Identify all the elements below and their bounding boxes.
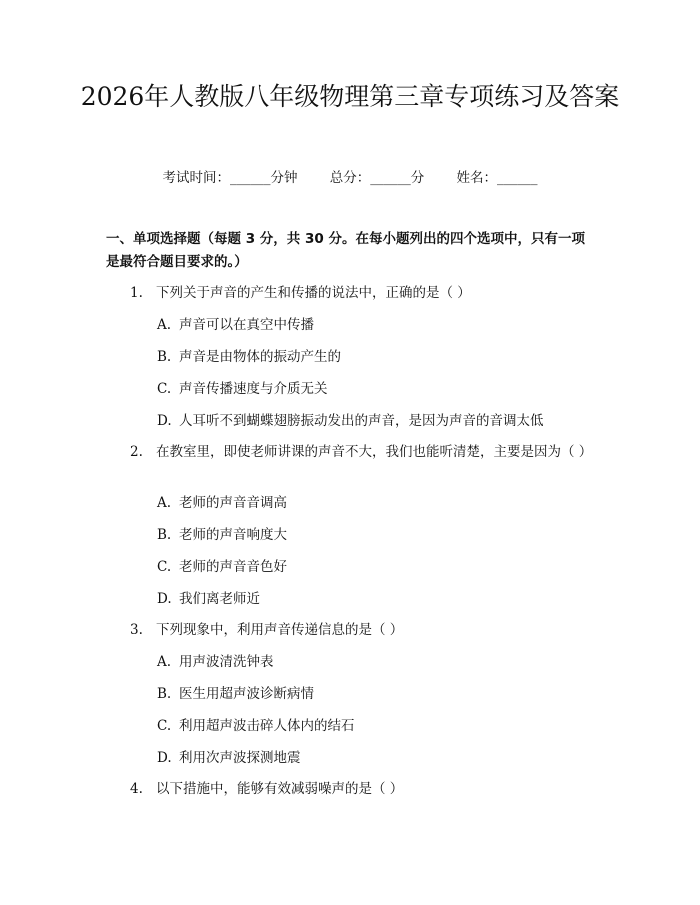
answer-option: [157, 378, 597, 401]
question-text: 以下措施中，能够有效减弱噪声的是（ ）: [156, 781, 404, 797]
answer-option: [157, 346, 597, 369]
question-number: 2.: [130, 444, 143, 460]
option-text: 老师的声音音色好: [179, 559, 287, 575]
answer-option: [157, 747, 597, 770]
option-letter: B.: [157, 349, 172, 365]
question-text: 下列关于声音的产生和传播的说法中，正确的是（ ）: [156, 285, 471, 301]
exam-time-field: [162, 168, 297, 188]
exam-time-label: 考试时间：: [162, 170, 230, 186]
question: [106, 778, 596, 801]
answer-option: [157, 410, 597, 433]
option-letter: B.: [157, 686, 172, 702]
question-number: 3.: [130, 622, 143, 638]
section-heading: 一、单项选择题（每题 3 分，共 30 分。在每小题列出的四个选项中，只有一项是最符合题目要求的。）: [106, 231, 585, 270]
question-number: 4.: [130, 781, 143, 797]
option-letter: A.: [157, 317, 172, 333]
option-text: 老师的声音音调高: [179, 495, 287, 511]
student-name-blank: ______: [497, 170, 538, 186]
total-score-label: 总分：: [329, 170, 371, 186]
answer-option: [157, 524, 597, 547]
option-letter: D.: [157, 413, 172, 429]
question-text: 下列现象中，利用声音传递信息的是（ ）: [156, 622, 404, 638]
option-letter: C.: [157, 718, 172, 734]
option-letter: B.: [157, 527, 172, 543]
exam-time-blank: ______: [229, 170, 271, 186]
total-score-unit: 分: [410, 170, 425, 186]
question: [106, 619, 596, 642]
answer-option: [157, 314, 597, 337]
option-letter: A.: [157, 654, 172, 670]
student-name-label: 姓名：: [456, 170, 498, 186]
question: [106, 282, 596, 305]
answer-option: [157, 556, 597, 579]
exam-time-unit: 分钟: [270, 170, 298, 186]
option-letter: D.: [157, 750, 172, 766]
answer-option: [157, 683, 597, 706]
total-score-field: [330, 168, 425, 188]
option-text: 用声波清洗钟表: [179, 654, 274, 670]
answer-option: [157, 588, 597, 611]
option-text: 人耳听不到蝴蝶翅膀振动发出的声音，是因为声音的音调太低: [179, 413, 544, 429]
exam-info-line: [0, 168, 700, 188]
answer-option: [157, 715, 597, 738]
answer-option: [157, 492, 597, 515]
option-letter: A.: [157, 495, 172, 511]
option-text: 声音传播速度与介质无关: [179, 381, 328, 397]
option-letter: C.: [157, 559, 172, 575]
total-score-blank: ______: [370, 170, 411, 186]
option-letter: D.: [157, 591, 172, 607]
question-number: 1.: [130, 285, 143, 301]
answer-option: [157, 651, 597, 674]
option-text: 老师的声音响度大: [179, 527, 287, 543]
question-text: 在教室里，即使老师讲课的声音不大，我们也能听清楚，主要是因为（ ）: [156, 444, 593, 460]
option-text: 我们离老师近: [179, 591, 260, 607]
student-name-field: [457, 168, 538, 188]
option-text: 医生用超声波诊断病情: [179, 686, 314, 702]
option-text: 利用次声波探测地震: [179, 750, 301, 766]
option-text: 声音是由物体的振动产生的: [179, 349, 341, 365]
question: [106, 441, 596, 464]
page-title: 2026年人教版八年级物理第三章专项练习及答案: [80, 82, 620, 111]
option-letter: C.: [157, 381, 172, 397]
option-text: 声音可以在真空中传播: [179, 317, 314, 333]
option-text: 利用超声波击碎人体内的结石: [179, 718, 355, 734]
